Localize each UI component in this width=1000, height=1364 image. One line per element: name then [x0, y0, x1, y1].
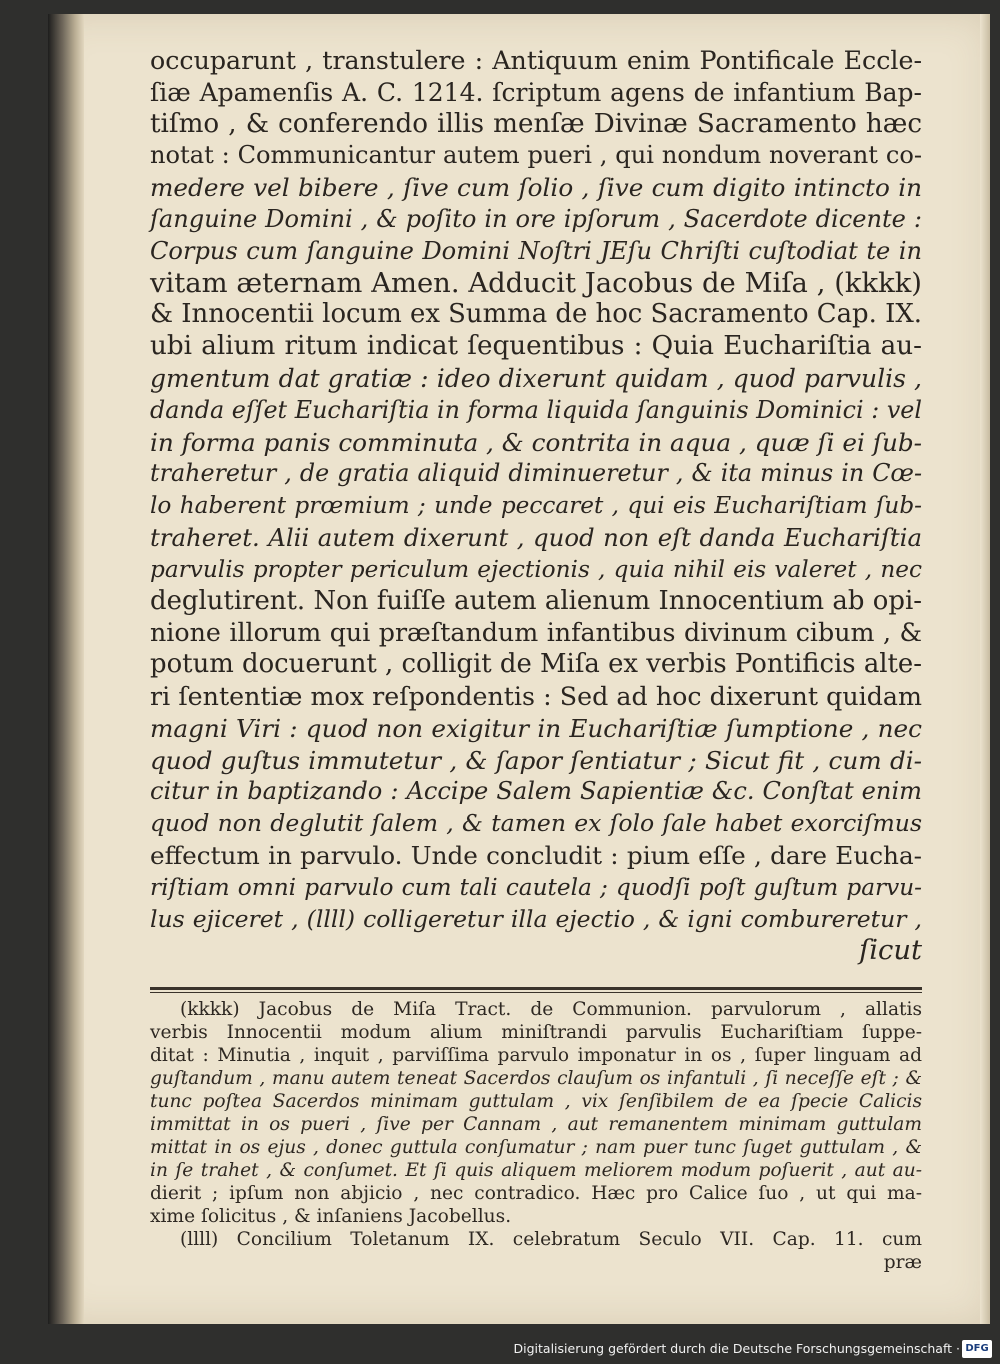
text-line: nione illorum qui præſtandum infantibus divinum cibum , & [150, 618, 922, 648]
text-line: parvulis propter periculum ejectionis , quia nihil eis valeret , nec [150, 555, 922, 583]
footnote-line: (kkkk) Jacobus de Miſa Tract. de Communion. parvulorum , allatis [180, 999, 922, 1020]
text-line: quod non deglutit ſalem , & tamen ex ſolo ſale habet exorciſmus [150, 809, 922, 838]
text-line: ubi alium ritum indicat ſequentibus : Quia Euchariſtia au- [150, 331, 922, 362]
catchword: ſicut [859, 935, 922, 967]
footnote-rule [150, 987, 922, 990]
text-line: lo haberent prœmium ; unde peccaret , qui eis Euchariſtiam ſub- [150, 492, 922, 520]
page-edge [980, 14, 990, 1324]
text-line: Corpus cum ſanguine Domini Noſtri JEſu Chriſti cuſtodiat te in [150, 236, 922, 265]
footnotes [150, 998, 922, 1274]
book-binding [48, 14, 84, 1324]
text-line: tiſmo , & conferendo illis menſæ Divinæ Sacramento hæc [150, 108, 922, 139]
text-line: potum docuerunt , colligit de Miſa ex verbis Pontificis alte- [150, 649, 923, 680]
text-line: vitam æternam Amen. Adducit Jacobus de Miſa , (kkkk) [150, 267, 922, 299]
footnote-line: immittat in os pueri , ſive per Cannam , aut remanentem minimam guttulam [150, 1114, 922, 1135]
text-line: danda eſſet Euchariſtia in forma liquida ſanguinis Dominici : vel [150, 395, 922, 424]
text-line: citur in baptizando : Accipe Salem Sapientiæ &c. Conſtat enim [150, 777, 922, 806]
text-line: lus ejiceret , (llll) colligeretur illa ejectio , & igni combureretur , [150, 904, 922, 933]
footnote-line: guſtandum , manu autem teneat Sacerdos clauſum os infantuli , ſi neceſſe eſt ; & [150, 1068, 922, 1089]
text-line: notat : Communicantur autem pueri , qui nondum noverant co- [150, 141, 922, 170]
text-line: occuparunt , transtulere : Antiquum enim Pontificale Eccle- [150, 46, 922, 75]
text-line: riſtiam omni parvulo cum tali cautela ; quodſi poſt guſtum parvu- [150, 873, 922, 901]
footnote-line: tunc poſtea Sacerdos minimam guttulam , vix ſenſibilem de ea ſpecie Calicis [150, 1091, 922, 1112]
text-line: magni Viri : quod non exigitur in Euchariſtiæ ſumptione , nec [150, 713, 922, 743]
text-line: traheret. Alii autem dixerunt , quod non eſt danda Euchariſtia [150, 522, 922, 552]
footnote-line: verbis Innocentii modum alium miniſtrandi parvulis Euchariſtiam ſuppe- [150, 1022, 922, 1043]
text-line: ri ſententiæ mox reſpondentis : Sed ad hoc dixerunt quidam [150, 681, 922, 711]
text-line: ſiæ Apamenſis A. C. 1214. ſcriptum agens de infantium Bap- [150, 77, 922, 107]
text-line: in forma panis comminuta , & contrita in aqua , quæ ſi ei ſub- [150, 427, 922, 457]
text-line: ſanguine Domini , & poſito in ore ipſorum , Sacerdote dicente : [150, 204, 922, 233]
text-line: medere vel bibere , ſive cum ſolio , ſive cum digito intincto in [150, 173, 922, 203]
text-line: & Innocentii locum ex Summa de hoc Sacramento Cap. IX. [150, 299, 922, 330]
text-line: quod guſtus immutetur , & ſapor ſentiatur ; Sicut fit , cum di- [150, 745, 922, 775]
main-text [150, 45, 922, 967]
footnote-line: (llll) Concilium Toletanum IX. celebratum Seculo VII. Cap. 11. cum [180, 1229, 922, 1250]
footnote-line: dierit ; ipſum non abjicio , nec contradico. Hæc pro Calice ſuo , ut qui ma- [150, 1183, 922, 1204]
footnote-line: in ſe trahet , & conſumet. Et ſi quis aliquem meliorem modum poſuerit , aut au- [150, 1160, 922, 1181]
digitization-footer [0, 1336, 1000, 1364]
footnote-catchword: præ [883, 1252, 922, 1273]
dfg-logo-icon: DFG [962, 1340, 992, 1358]
text-line: gmentum dat gratiæ : ideo dixerunt quidam , quod parvulis , [150, 363, 922, 393]
footnote-line: ditat : Minutia , inquit , parviſſima parvulo imponatur in os , ſuper linguam ad [150, 1045, 922, 1066]
footer-credit: Digitalisierung gefördert durch die Deutsche Forschungsgemeinschaft · [513, 1341, 960, 1356]
text-line: traheretur , de gratia aliquid diminueretur , & ita minus in Cœ- [150, 459, 922, 488]
footnote-line: mittat in os ejus , donec guttula conſumatur ; nam puer tunc ſuget guttulam , & [150, 1137, 922, 1158]
footnote-rule-thin [150, 992, 922, 993]
text-line: effectum in parvulo. Unde concludit : pium eſſe , dare Eucha- [150, 840, 922, 870]
footnote-line: xime ſolicitus , & inſaniens Jacobellus. [150, 1206, 512, 1227]
text-line: deglutirent. Non fuiſſe autem alienum Innocentium ab opi- [150, 585, 922, 616]
